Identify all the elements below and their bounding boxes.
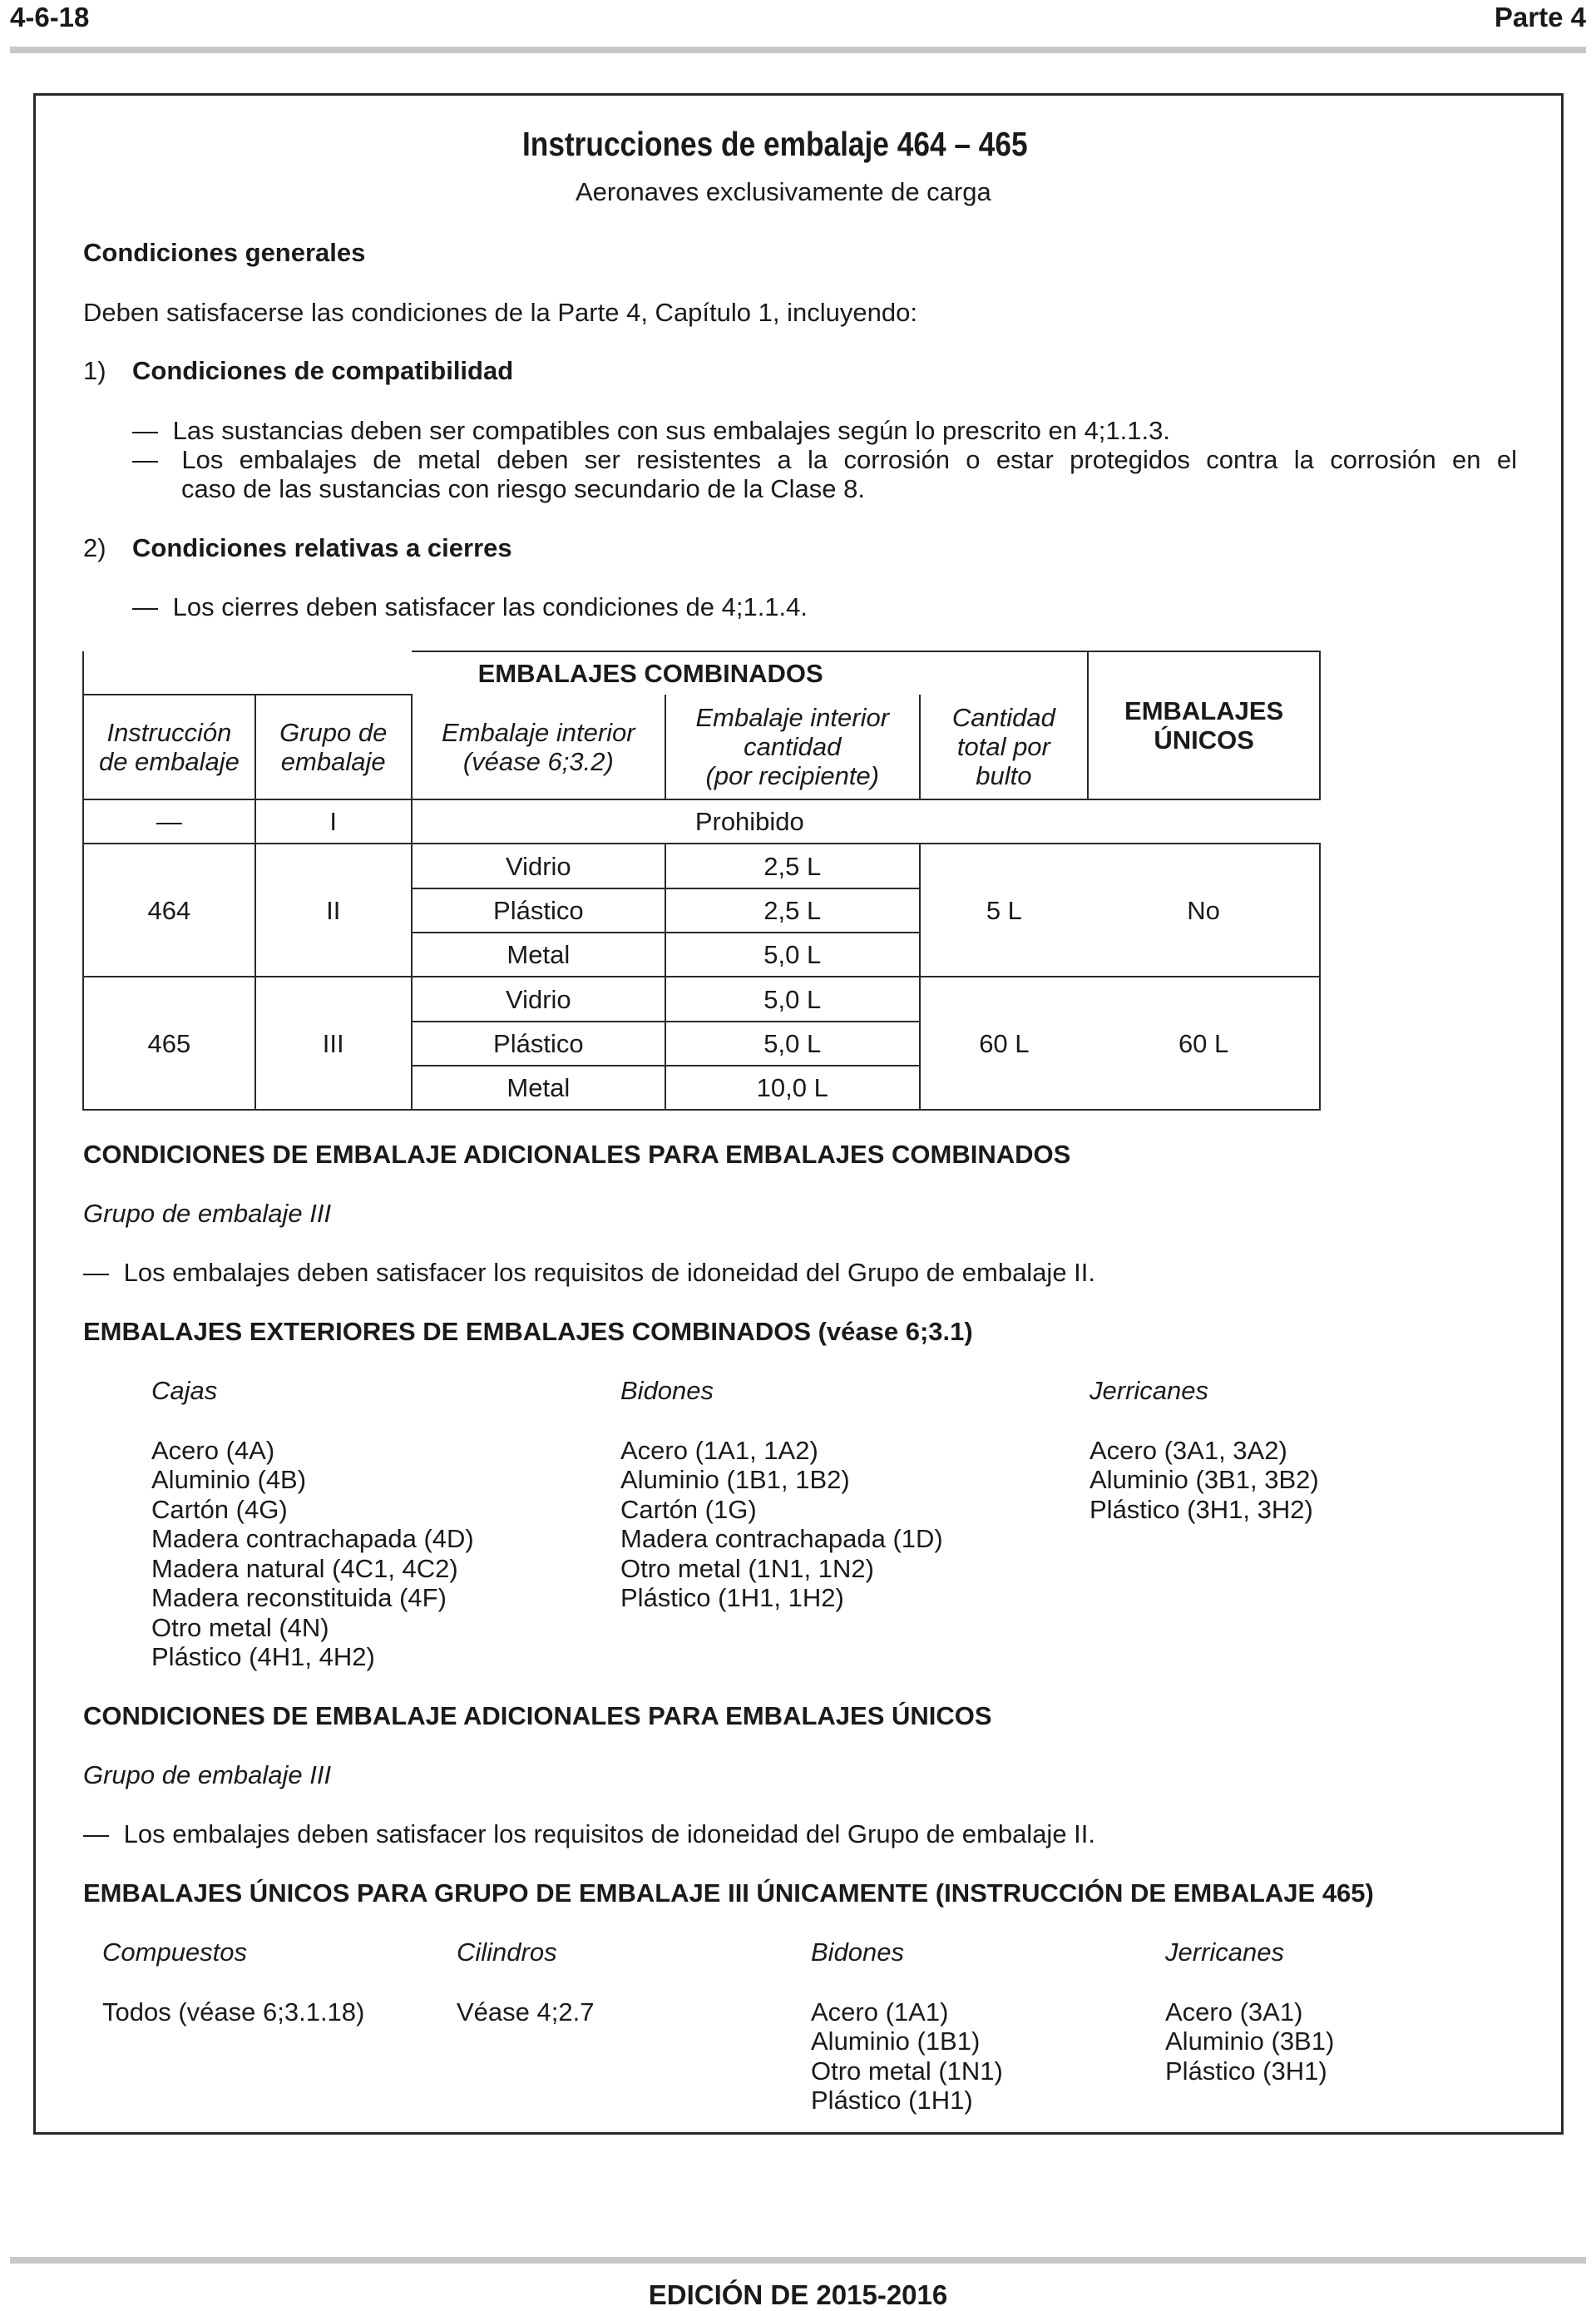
list-item: Otro metal (4N) xyxy=(151,1612,329,1642)
list-item: Véase 4;2.7 xyxy=(457,1997,595,2026)
list-item: Madera contrachapada (1D) xyxy=(620,1524,943,1553)
single-column-jerricans xyxy=(1165,1937,1334,2086)
col-header-group: Grupo de embalaje xyxy=(255,695,412,799)
col-header-quantity: Embalaje interior cantidad (por recipiente) xyxy=(665,695,919,799)
list-item: Plástico (4H1, 4H2) xyxy=(151,1642,375,1671)
single-conditions-group: Grupo de embalaje III xyxy=(83,1760,332,1789)
list-item: — Los embalajes deben satisfacer los requisitos de idoneidad del Grupo de embalaje II. xyxy=(83,1819,1096,1848)
combined-conditions-group: Grupo de embalaje III xyxy=(83,1199,332,1228)
general-heading: Condiciones generales xyxy=(83,238,366,267)
combined-conditions-heading: CONDICIONES DE EMBALAJE ADICIONALES PARA EMBALAJES COMBINADOS xyxy=(83,1140,1071,1169)
table-row: 464 II Vidrio 2,5 L 5 L No xyxy=(83,844,1320,888)
list-item: Plástico (3H1) xyxy=(1165,2056,1327,2086)
list-item: Plástico (1H1, 1H2) xyxy=(620,1583,844,1612)
part-label: Parte 4 xyxy=(1494,2,1586,32)
list-item: Aluminio (1B1, 1B2) xyxy=(620,1465,850,1494)
list-item: Otro metal (1N1, 1N2) xyxy=(620,1553,874,1583)
list-item: — Los embalajes de metal deben ser resistentes a la corrosión o estar protegidos contra la corrosión en el xyxy=(132,445,1517,474)
packing-table xyxy=(82,651,1321,1111)
prohibited-cell: Prohibido xyxy=(412,799,1320,844)
column-title: Cilindros xyxy=(457,1937,557,1967)
single-packaging-heading: EMBALAJES ÚNICOS PARA GRUPO DE EMBALAJE III ÚNICAMENTE (INSTRUCCIÓN DE EMBALAJE 465) xyxy=(83,1878,1374,1908)
single-column-drums xyxy=(811,1937,1003,2116)
list-item: Todos (véase 6;3.1.18) xyxy=(102,1997,365,2026)
list-item: Otro metal (1N1) xyxy=(811,2056,1003,2086)
general-intro: Deben satisfacerse las condiciones de la Parte 4, Capítulo 1, incluyendo: xyxy=(83,298,917,327)
col-header-total: Cantidad total por bulto xyxy=(920,695,1089,799)
list-item: Acero (1A1) xyxy=(811,1997,949,2026)
table-row: Plástico 5,0 L xyxy=(83,1022,1320,1066)
table-row: — I Prohibido xyxy=(83,799,1320,844)
column-title: Bidones xyxy=(620,1376,714,1405)
list-item: Acero (4A) xyxy=(151,1435,275,1465)
outer-column-jerricans xyxy=(1090,1376,1319,1524)
page-title: Instrucciones de embalaje 464 – 465 xyxy=(522,125,1028,163)
single-header: EMBALAJES ÚNICOS xyxy=(1088,651,1320,799)
list-item: Madera natural (4C1, 4C2) xyxy=(151,1553,458,1583)
page-number: 4-6-18 xyxy=(10,2,90,32)
combined-header: EMBALAJES COMBINADOS xyxy=(412,651,1089,695)
section-2-number: 2) xyxy=(83,533,106,562)
header-rule xyxy=(10,47,1586,53)
section-1-number: 1) xyxy=(83,356,106,385)
list-item: Aluminio (3B1, 3B2) xyxy=(1090,1465,1319,1494)
table-row: Plástico 2,5 L xyxy=(83,888,1320,933)
edition-footer: EDICIÓN DE 2015-2016 xyxy=(648,2279,948,2310)
single-column-composites xyxy=(102,1937,364,2026)
list-item: Aluminio (1B1) xyxy=(811,2026,981,2056)
list-item: Plástico (3H1, 3H2) xyxy=(1090,1494,1313,1524)
list-item: Madera contrachapada (4D) xyxy=(151,1524,474,1553)
column-title: Jerricanes xyxy=(1165,1937,1284,1967)
table-row: Metal 5,0 L xyxy=(83,933,1320,977)
list-item: — Los cierres deben satisfacer las condiciones de 4;1.1.4. xyxy=(132,592,808,621)
column-title: Bidones xyxy=(811,1937,905,1967)
column-title: Jerricanes xyxy=(1090,1376,1208,1405)
outer-column-drums xyxy=(620,1376,943,1613)
single-column-cylinders xyxy=(457,1937,594,2026)
list-item: Plástico (1H1) xyxy=(811,2086,973,2115)
table-row: Metal 10,0 L xyxy=(83,1066,1320,1110)
section-2-title: Condiciones relativas a cierres xyxy=(132,533,512,562)
list-item: Aluminio (3B1) xyxy=(1165,2026,1335,2056)
list-item: Aluminio (4B) xyxy=(151,1465,307,1494)
col-header-inner: Embalaje interior (véase 6;3.2) xyxy=(412,695,665,799)
list-item: Acero (3A1, 3A2) xyxy=(1090,1435,1287,1465)
table-row: 465 III Vidrio 5,0 L 60 L 60 L xyxy=(83,977,1320,1022)
outer-column-boxes xyxy=(151,1376,474,1672)
list-item: Cartón (1G) xyxy=(620,1494,757,1524)
list-item: — Las sustancias deben ser compatibles con sus embalajes según lo prescrito en 4;1.1.3. xyxy=(132,416,1170,445)
list-item: Acero (1A1, 1A2) xyxy=(620,1435,818,1465)
list-item: Acero (3A1) xyxy=(1165,1997,1303,2026)
list-item: Madera reconstituida (4F) xyxy=(151,1583,447,1612)
list-item: Cartón (4G) xyxy=(151,1494,288,1524)
page-subtitle: Aeronaves exclusivamente de carga xyxy=(576,177,991,206)
column-title: Cajas xyxy=(151,1376,218,1405)
section-1-title: Condiciones de compatibilidad xyxy=(132,356,514,385)
col-header-instruction: Instrucción de embalaje xyxy=(83,695,255,799)
outer-packaging-heading: EMBALAJES EXTERIORES DE EMBALAJES COMBINADOS (véase 6;3.1) xyxy=(83,1317,973,1346)
list-item: — Los embalajes deben satisfacer los requisitos de idoneidad del Grupo de embalaje II. xyxy=(83,1258,1096,1287)
list-item-continuation: caso de las sustancias con riesgo secundario de la Clase 8. xyxy=(181,474,865,503)
footer-rule xyxy=(10,2257,1586,2264)
column-title: Compuestos xyxy=(102,1937,248,1967)
single-conditions-heading: CONDICIONES DE EMBALAJE ADICIONALES PARA EMBALAJES ÚNICOS xyxy=(83,1701,992,1730)
